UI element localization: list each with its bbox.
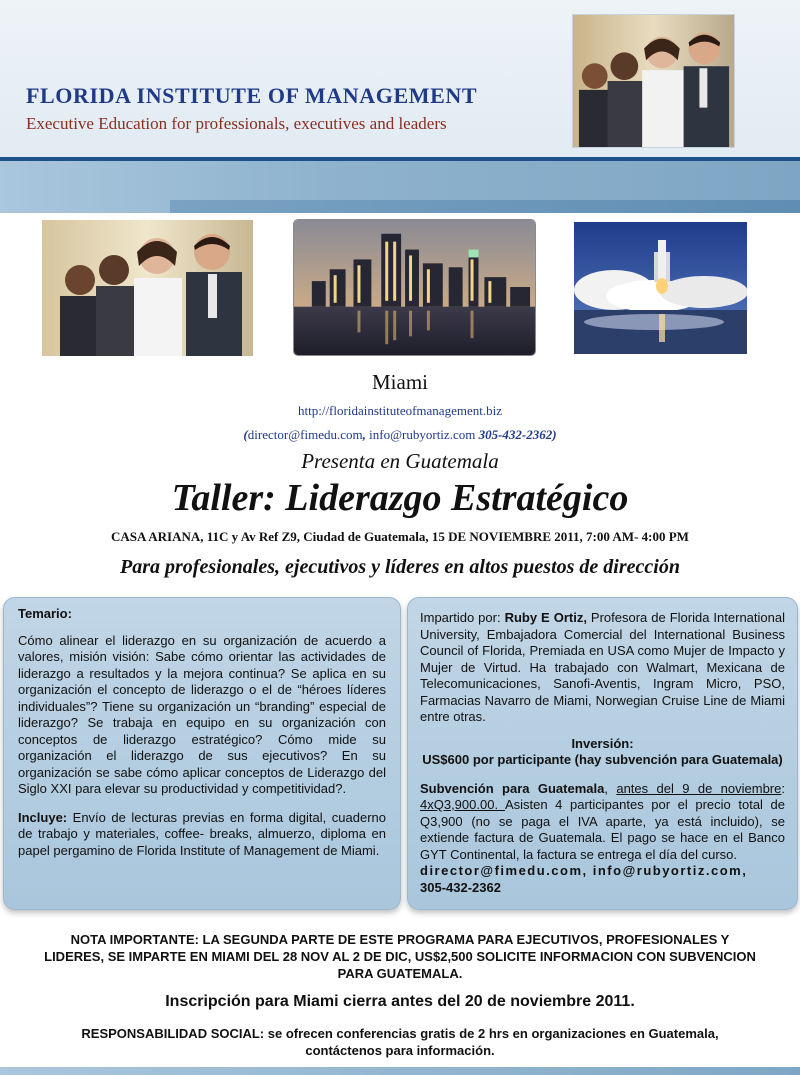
city-name: Miami: [372, 370, 428, 394]
subvencion-paragraph: [420, 781, 785, 864]
temario-heading: Temario:: [18, 606, 72, 621]
org-tagline: Executive Education for professionals, executives and leaders: [26, 114, 447, 133]
subvencion-offer: 4xQ3,900.00.: [420, 797, 505, 812]
shuttle-launch-photo: [574, 222, 747, 354]
inversion-label: Inversión:: [571, 735, 634, 751]
incluye-paragraph: [18, 810, 386, 860]
price-line: US$600 por participante (hay subvención para Guatemala): [422, 752, 783, 767]
org-name: FLORIDA INSTITUTE OF MANAGEMENT: [26, 83, 478, 108]
event-details: CASA ARIANA, 11C y Av Ref Z9, Ciudad de Guatemala, 15 DE NOVIEMBRE 2011, 7:00 AM- 4:00 PM: [111, 529, 689, 544]
registration-deadline: Inscripción para Miami cierra antes del 20 de noviembre 2011.: [165, 993, 635, 1010]
email-link-director[interactable]: director@fimedu.com: [247, 427, 363, 442]
subvencion-label: Subvención para Guatemala: [420, 780, 605, 796]
subvencion-body: Asisten 4 participantes por el precio total de Q3,900 (no se paga el IVA aparte, ya está incluido), se extiende factura de Guatemala. El pago se hace en el Banco GYT Continental, la factura se entrega el día del curso.: [420, 797, 785, 862]
audience-line: Para profesionales, ejecutivos y líderes en altos puestos de dirección: [120, 556, 680, 578]
contact-phone: 305-432-2362: [420, 879, 501, 895]
business-team-photo: [42, 220, 253, 356]
bottom-band: [0, 1067, 800, 1075]
instructor-panel: [407, 597, 798, 910]
incluye-body: Envío de lecturas previas en forma digital, cuaderno de trabajo y materiales, coffee- breaks, almuerzo, diploma en papel pergamino de Florida Institute of Management de Miami.: [18, 809, 386, 858]
business-team-photo: [572, 14, 735, 148]
contact-emails[interactable]: director@fimedu.com, info@rubyortiz.com,: [420, 863, 748, 878]
miami-skyline-photo: [293, 219, 536, 356]
instructor-bio: Profesora de Florida International University, Embajadora Comercial del International Business Council of Florida, Premiada en USA como Mujer de Impacto y Mujer de Virtud. Ha trabajado con Walmart, Mexicana de Telecomunicaciones, Sanofi-Aventis, Ingram Micro, PSO, Farmacias Navarro de Miami, Norwegian Cruise Line de Miami entre otras.: [420, 610, 785, 724]
contact-line: [0, 427, 800, 443]
subvencion-separator: ,: [604, 780, 617, 796]
email-link-info[interactable]: info@rubyortiz.com: [369, 427, 476, 442]
contact-open-paren: (: [243, 427, 248, 442]
instructor-paragraph: [420, 610, 785, 726]
contact-separator: ,: [362, 427, 370, 442]
temario-panel: [3, 597, 401, 910]
instructor-prefix: Impartido por:: [420, 610, 505, 625]
subvencion-deadline: antes del 9 de noviembre: [616, 780, 782, 796]
instructor-name: Ruby E Ortiz,: [504, 610, 587, 625]
workshop-title: Taller: Liderazgo Estratégico: [171, 477, 629, 519]
social-responsibility: RESPONSABILIDAD SOCIAL: se ofrecen conferencias gratis de 2 hrs en organizaciones en Guatemala, contáctenos para información.: [81, 1026, 719, 1058]
incluye-label: Incluye:: [18, 809, 68, 825]
header-band-accent: [170, 200, 800, 213]
presenta-subtitle: Presenta en Guatemala: [301, 449, 499, 473]
website-link[interactable]: http://floridainstituteofmanagement.biz: [298, 403, 502, 418]
important-note: NOTA IMPORTANTE: LA SEGUNDA PARTE DE ESTE PROGRAMA PARA EJECUTIVOS, PROFESIONALES Y LIDERES, SE IMPARTE EN MIAMI DEL 28 NOV AL 2 DE DIC, US$2,500 SOLICITE INFORMACION CON SUBVENCION PARA GUATEMALA.: [44, 932, 756, 981]
phone-number: 305-432-2362): [478, 427, 557, 442]
temario-body: Cómo alinear el liderazgo en su organización de acuerdo a valores, misión visión: Sabe cómo orientar las actividades de liderazgo a resultados y la mejora continua? Se aplica en su organización el concepto de liderazgo o el de “héroes líderes individuales”? Tiene su organización un “branding” especial de liderazgo? Se trabaja en equipo en su organización con conceptos de liderazgo estratégico? Cómo mide su organización el liderazgo de sus ejecutivos? En su organización se sabe cómo aplicar conceptos de Liderazgo del Siglo XXI para elevar su productividad y competitividad?.: [18, 632, 386, 796]
subvencion-colon: :: [781, 780, 785, 796]
